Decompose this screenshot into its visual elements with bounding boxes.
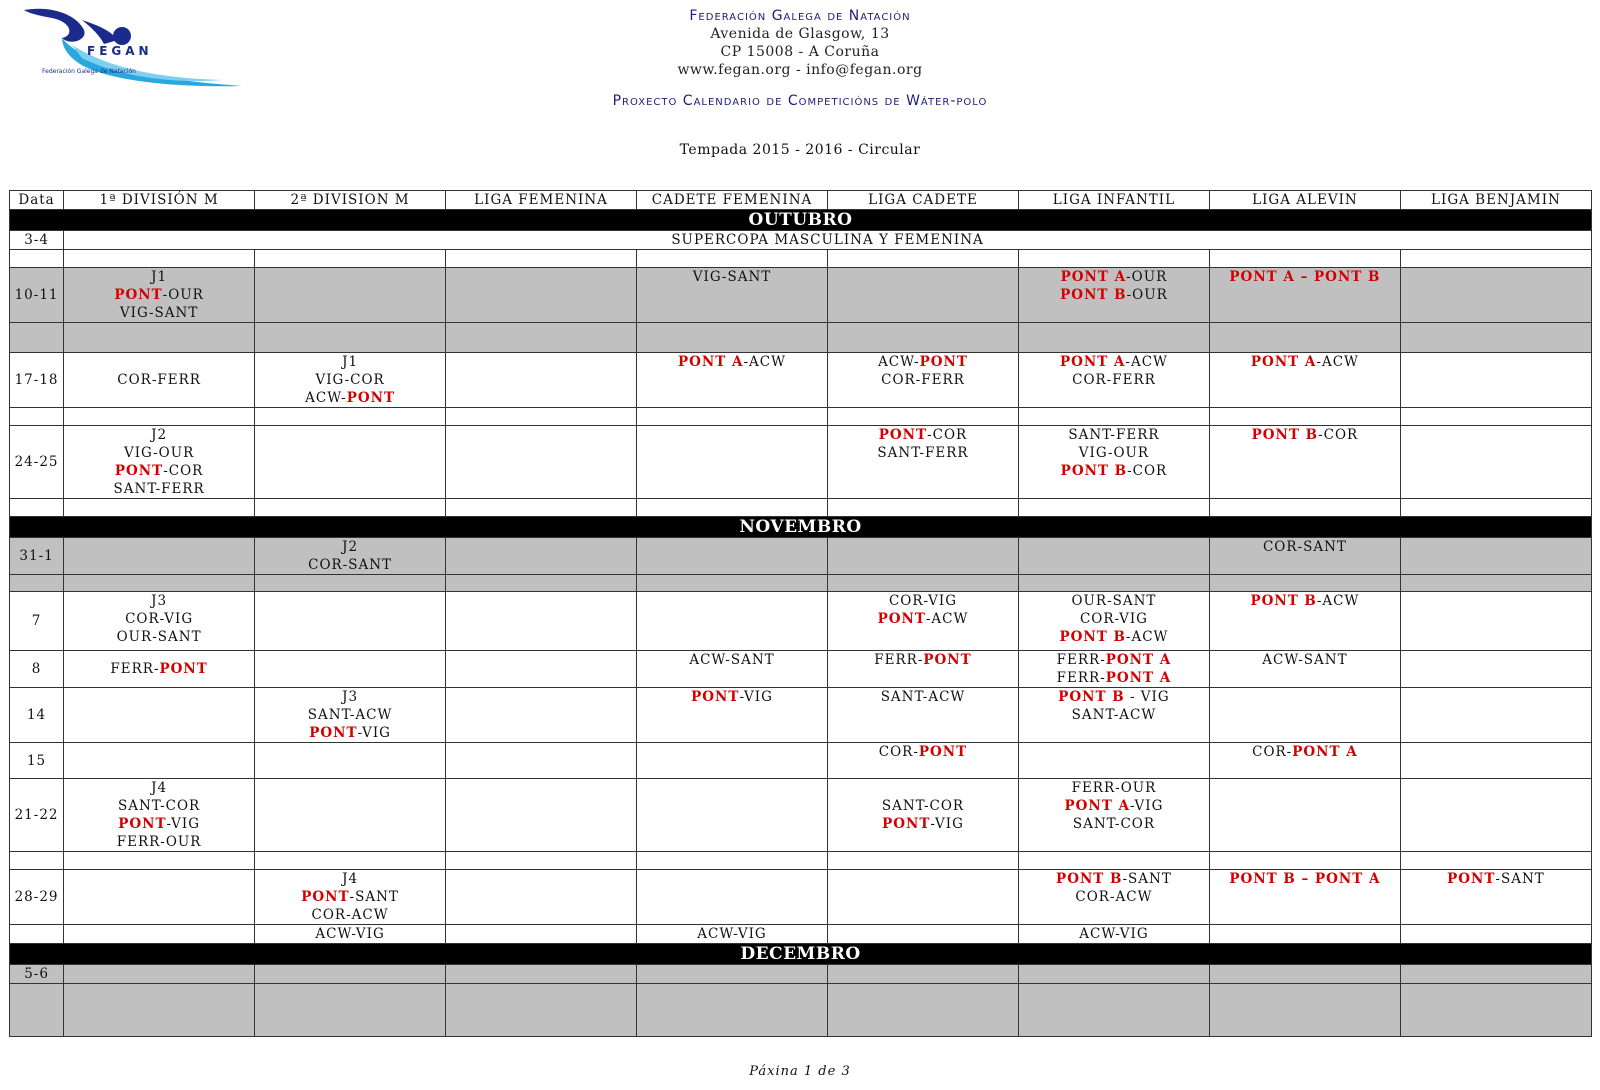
match-cell: PONT-SANT [1400, 870, 1591, 925]
match-cell: PONT B - VIG SANT-ACW [1018, 688, 1209, 743]
match-cell: PONT A – PONT B [1209, 268, 1400, 323]
col-header: 2ª DIVISION M [255, 191, 446, 210]
match-cell: ACW-VIG [1018, 925, 1209, 944]
date-cell: 24-25 [10, 426, 64, 499]
table-row [10, 651, 1592, 688]
address-line-2: CP 15008 - A Coruña [720, 44, 880, 60]
date-cell: 14 [10, 688, 64, 743]
match-cell: COR-PONT A [1209, 743, 1400, 779]
match-cell: VIG-SANT [637, 268, 828, 323]
date-cell: 3-4 [10, 231, 64, 250]
match-cell: PONT-VIG [637, 688, 828, 743]
col-header: LIGA BENJAMIN [1400, 191, 1591, 210]
match-cell: J2 COR-SANT [255, 538, 446, 575]
match-cell: J4 PONT-SANT COR-ACW [255, 870, 446, 925]
match-cell: PONT A-ACW [1209, 353, 1400, 408]
spacer-row [10, 499, 1592, 517]
spacer-row [10, 852, 1592, 870]
match-cell: COR-FERR [64, 353, 255, 408]
col-header: LIGA INFANTIL [1018, 191, 1209, 210]
match-cell: FERR-PONT A FERR-PONT A [1018, 651, 1209, 688]
match-cell: ACW-VIG [637, 925, 828, 944]
col-header: LIGA FEMENINA [446, 191, 637, 210]
table-row [10, 688, 1592, 743]
date-cell: 7 [10, 592, 64, 651]
match-cell: PONT-COR SANT-FERR [828, 426, 1019, 499]
match-cell: J3 COR-VIG OUR-SANT [64, 592, 255, 651]
date-cell: 10-11 [10, 268, 64, 323]
table-row [10, 965, 1592, 984]
month-row-novembro [10, 517, 1592, 538]
table-row [10, 592, 1592, 651]
date-cell: 28-29 [10, 870, 64, 925]
col-header: Data [10, 191, 64, 210]
col-header: LIGA CADETE [828, 191, 1019, 210]
table-row [10, 538, 1592, 575]
match-cell: COR-PONT [828, 743, 1019, 779]
match-cell: PONT A-OUR PONT B-OUR [1018, 268, 1209, 323]
match-cell: ACW-SANT [637, 651, 828, 688]
match-cell: PONT A-ACW [637, 353, 828, 408]
month-row-decembro [10, 944, 1592, 965]
contact-line[interactable]: www.fegan.org - info@fegan.org [677, 62, 923, 78]
match-cell: COR-SANT [1209, 538, 1400, 575]
supercopa-cell: SUPERCOPA MASCULINA Y FEMENINA [64, 231, 1592, 250]
org-name: Federación Galega de Natación [689, 8, 911, 24]
spacer-row [10, 250, 1592, 268]
match-cell: FERR-OUR PONT A-VIG SANT-COR [1018, 779, 1209, 852]
document-header [540, 8, 1060, 109]
match-cell: ACW-SANT [1209, 651, 1400, 688]
match-cell: J4 SANT-COR PONT-VIG FERR-OUR [64, 779, 255, 852]
match-cell: SANT-ACW [828, 688, 1019, 743]
match-cell: FERR-PONT [64, 651, 255, 688]
match-cell: PONT B – PONT A [1209, 870, 1400, 925]
match-cell: FERR-PONT [828, 651, 1019, 688]
col-header: 1ª DIVISIÓN M [64, 191, 255, 210]
table-row [10, 426, 1592, 499]
month-label: DECEMBRO [10, 944, 1592, 965]
logo-text: FEGAN [87, 44, 153, 58]
table-row [10, 925, 1592, 944]
date-cell: 5-6 [10, 965, 64, 984]
fegan-logo [22, 0, 252, 95]
table-row [10, 779, 1592, 852]
header-row [10, 191, 1592, 210]
match-cell: PONT A-ACW COR-FERR [1018, 353, 1209, 408]
table-row [10, 268, 1592, 323]
month-label: NOVEMBRO [10, 517, 1592, 538]
table-row [10, 870, 1592, 925]
season-label: Tempada 2015 - 2016 - Circular [679, 142, 921, 158]
table-row [10, 231, 1592, 250]
spacer-row [10, 408, 1592, 426]
match-cell: SANT-FERR VIG-OUR PONT B-COR [1018, 426, 1209, 499]
spacer-row [10, 575, 1592, 592]
match-cell: PONT B-SANT COR-ACW [1018, 870, 1209, 925]
table-row [10, 353, 1592, 408]
month-row-outubro [10, 210, 1592, 231]
date-cell: 15 [10, 743, 64, 779]
match-cell: PONT B-COR [1209, 426, 1400, 499]
address-line-1: Avenida de Glasgow, 13 [710, 26, 890, 42]
match-cell: PONT B-ACW [1209, 592, 1400, 651]
match-cell: OUR-SANT COR-VIG PONT B-ACW [1018, 592, 1209, 651]
logo-subtitle: Federación Galega de Natación [42, 68, 136, 75]
spacer-row [10, 323, 1592, 353]
date-cell: 17-18 [10, 353, 64, 408]
match-cell: J1 PONT-OUR VIG-SANT [64, 268, 255, 323]
match-cell: SANT-COR PONT-VIG [828, 779, 1019, 852]
match-cell: J2 VIG-OUR PONT-COR SANT-FERR [64, 426, 255, 499]
page-footer: Páxina 1 de 3 [749, 1064, 851, 1079]
date-cell: 8 [10, 651, 64, 688]
date-cell: 31-1 [10, 538, 64, 575]
match-cell: ACW-VIG [255, 925, 446, 944]
match-cell: J3 SANT-ACW PONT-VIG [255, 688, 446, 743]
col-header: LIGA ALEVIN [1209, 191, 1400, 210]
calendar-table [9, 190, 1592, 1037]
document-title: Proxecto Calendario de Competicións de Wáter-polo [612, 93, 988, 109]
match-cell: COR-VIG PONT-ACW [828, 592, 1019, 651]
table-row [10, 743, 1592, 779]
col-header: CADETE FEMENINA [637, 191, 828, 210]
match-cell: ACW-PONT COR-FERR [828, 353, 1019, 408]
date-cell: 21-22 [10, 779, 64, 852]
spacer-row [10, 984, 1592, 1037]
match-cell: J1 VIG-COR ACW-PONT [255, 353, 446, 408]
month-label: OUTUBRO [10, 210, 1592, 231]
